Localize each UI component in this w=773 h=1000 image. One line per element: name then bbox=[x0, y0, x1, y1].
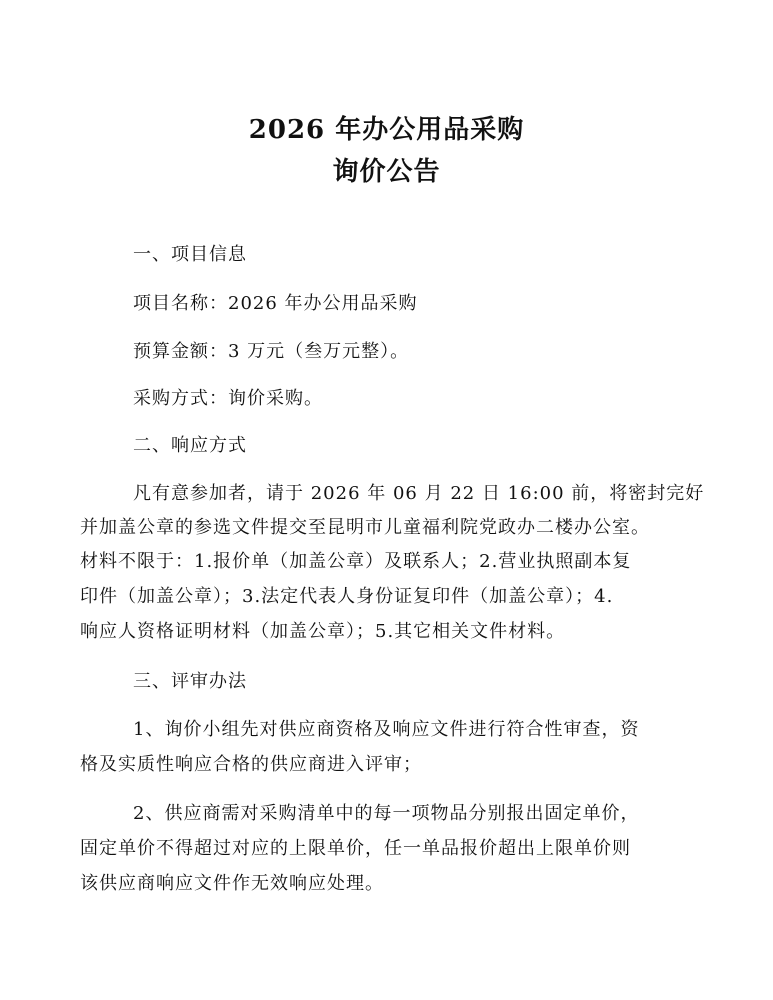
response-paragraph-line: 凡有意参加者，请于 2026 年 06 月 22 日 16:00 前，将密封完好 bbox=[133, 483, 705, 504]
review-item-2-line: 2、供应商需对采购清单中的每一项物品分别报出固定单价， bbox=[133, 803, 640, 824]
title-line-1: 2026 年办公用品采购 bbox=[248, 115, 525, 145]
review-item-1-line: 1、询价小组先对供应商资格及响应文件进行符合性审查，资 bbox=[133, 719, 640, 740]
review-item-2-line: 该供应商响应文件作无效响应处理。 bbox=[80, 873, 384, 894]
budget-line: 预算金额：3 万元（叁万元整）。 bbox=[133, 341, 410, 362]
section-1-heading: 一、项目信息 bbox=[133, 244, 247, 265]
review-item-2-line: 固定单价不得超过对应的上限单价，任一单品报价超出上限单价则 bbox=[80, 838, 631, 859]
response-paragraph-line: 材料不限于：1.报价单（加盖公章）及联系人；2.营业执照副本复 bbox=[80, 551, 632, 572]
method-line: 采购方式：询价采购。 bbox=[133, 388, 323, 409]
review-item-1-line: 格及实质性响应合格的供应商进入评审； bbox=[80, 754, 422, 775]
section-2-heading: 二、响应方式 bbox=[133, 435, 247, 456]
response-paragraph-line: 并加盖公章的参选文件提交至昆明市儿童福利院党政办二楼办公室。 bbox=[80, 517, 650, 538]
response-paragraph-line: 响应人资格证明材料（加盖公章）；5.其它相关文件材料。 bbox=[80, 621, 566, 642]
response-paragraph-line: 印件（加盖公章）；3.法定代表人身份证复印件（加盖公章）；4. bbox=[80, 586, 614, 607]
project-name-line: 项目名称：2026 年办公用品采购 bbox=[133, 293, 418, 314]
section-3-heading: 三、评审办法 bbox=[133, 671, 247, 692]
title-line-2: 询价公告 bbox=[332, 157, 441, 187]
